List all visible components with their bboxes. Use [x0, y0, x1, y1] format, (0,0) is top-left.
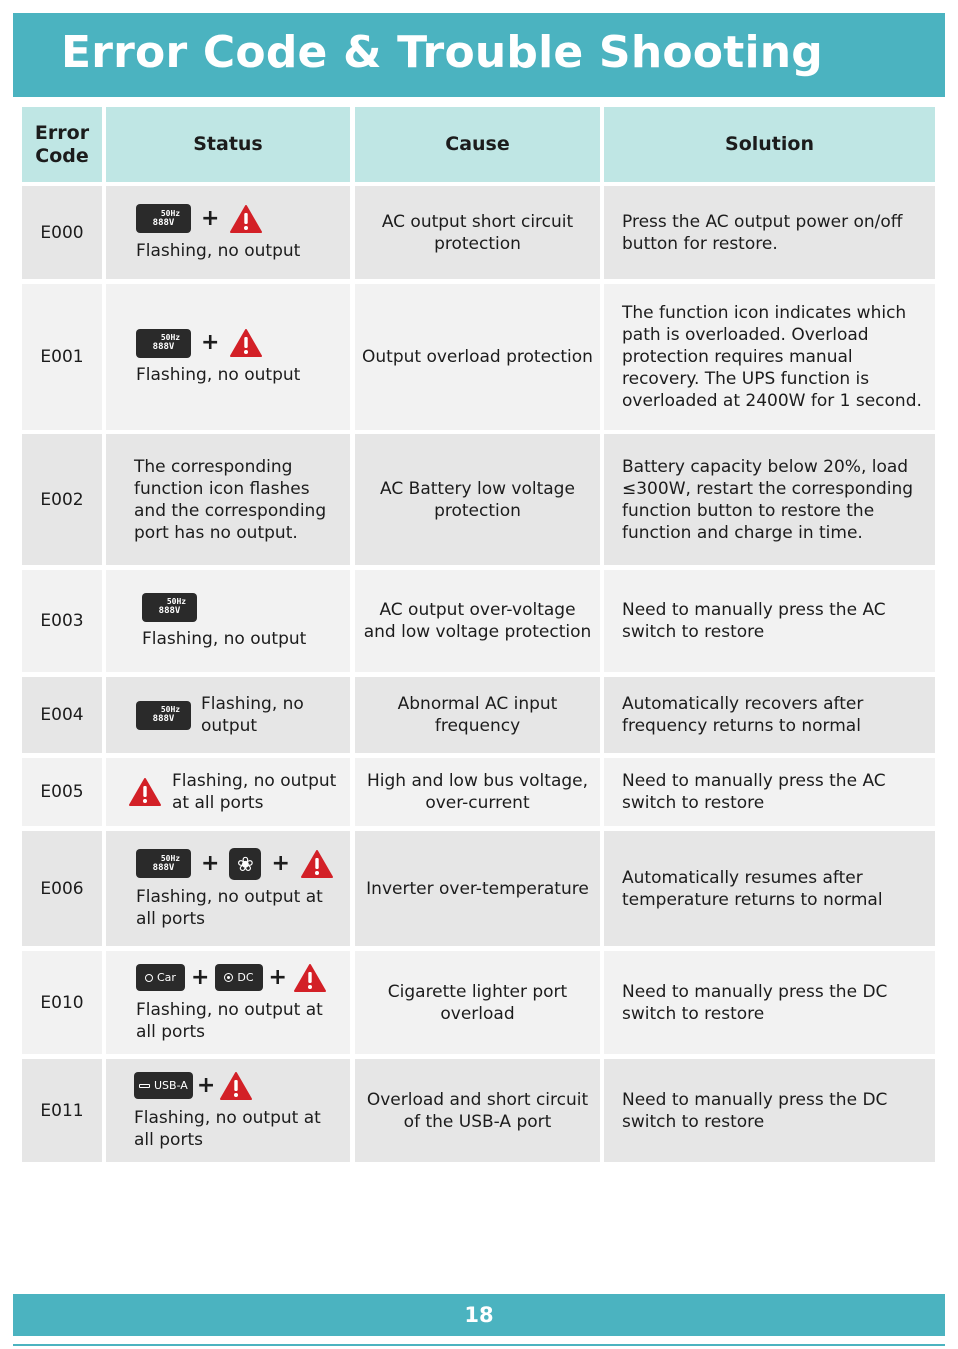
- display-hz-text: 50Hz: [166, 597, 187, 606]
- error-code: E000: [22, 186, 102, 279]
- plus-sign: +: [201, 205, 220, 231]
- status-cell: [106, 951, 350, 1054]
- display-volt-text: 888V: [152, 342, 175, 352]
- cause-cell: [355, 1059, 600, 1162]
- status-text: Flashing, no output at all ports: [134, 1107, 321, 1150]
- status-content: [136, 328, 336, 386]
- status-text: The corresponding function icon flashes and the corresponding port has no output.: [134, 456, 327, 543]
- cause-cell: [355, 951, 600, 1054]
- plus-sign: +: [268, 964, 287, 990]
- solution-cell: [604, 570, 935, 672]
- warning-icon: [300, 849, 334, 879]
- display-volt-text: 888V: [152, 862, 175, 873]
- warning-icon: [229, 328, 263, 358]
- solution-text: Need to manually press the DC switch to restore: [622, 981, 888, 1024]
- status-text: Flashing, no output: [136, 240, 301, 261]
- display-icon: [136, 204, 191, 233]
- status-cell: [106, 758, 350, 826]
- cause-cell: [355, 434, 600, 565]
- error-code: E010: [22, 951, 102, 1054]
- status-text: Flashing, no output: [142, 628, 307, 649]
- cause-text: AC output over-voltage and low voltage protection: [363, 600, 592, 642]
- status-content: [142, 593, 342, 650]
- status-cell: [106, 1059, 350, 1162]
- display-volt-text: 888V: [152, 714, 175, 724]
- display-hz-text: 50Hz: [160, 705, 181, 714]
- status-icons: [136, 204, 263, 234]
- plus-sign: +: [196, 1072, 216, 1098]
- display-hz-text: 50Hz: [160, 333, 181, 342]
- display-hz-text: 50Hz: [160, 208, 181, 218]
- status-content: [136, 963, 327, 1043]
- header-code: Error Code: [22, 107, 102, 182]
- status-content: [134, 456, 344, 544]
- error-code: E006: [22, 831, 102, 946]
- error-code: E001: [22, 284, 102, 430]
- status-icons: [136, 328, 263, 358]
- solution-cell: [604, 831, 935, 946]
- cause-cell: [355, 186, 600, 279]
- status-cell: [106, 186, 350, 279]
- cause-text: Overload and short circuit of the USB-A port: [366, 1089, 589, 1132]
- warning-icon: [229, 204, 263, 234]
- display-icon: [136, 849, 191, 878]
- status-cell: [106, 831, 350, 946]
- status-cell: [106, 434, 350, 565]
- usb-plug-icon: [139, 1084, 150, 1088]
- display-icon: [136, 701, 191, 730]
- display-icon: [142, 593, 197, 622]
- status-icons: [142, 593, 197, 622]
- solution-text: Battery capacity below 20%, load ≤300W, restart the corresponding function button to restore the function and charge in time.: [622, 456, 914, 543]
- status-text: Flashing, no output at all ports: [136, 999, 323, 1042]
- status-cell: [106, 677, 350, 753]
- solution-cell: [604, 186, 935, 279]
- display-volt-text: 888V: [152, 217, 175, 228]
- status-icons: [128, 770, 342, 814]
- warning-icon: [128, 777, 162, 807]
- display-volt-text: 888V: [158, 606, 181, 616]
- display-hz-text: 50Hz: [160, 853, 181, 863]
- fan-icon: ❀: [229, 848, 261, 880]
- car-port-label: Car: [157, 970, 176, 984]
- cause-cell: [355, 677, 600, 753]
- error-code: E011: [22, 1059, 102, 1162]
- solution-text: Automatically recovers after frequency returns to normal: [622, 694, 864, 736]
- solution-cell: [604, 677, 935, 753]
- header-solution: Solution: [604, 107, 935, 182]
- cause-text: AC output short circuit protection: [381, 211, 574, 254]
- solution-cell: [604, 434, 935, 565]
- page-number: 18: [464, 1303, 494, 1327]
- plus-sign: +: [201, 850, 220, 876]
- dc-port-icon: [215, 964, 262, 991]
- cause-text: AC Battery low voltage protection: [380, 478, 575, 521]
- error-code: E003: [22, 570, 102, 672]
- error-code: E005: [22, 758, 102, 826]
- dc-dot-icon: [224, 973, 233, 982]
- warning-icon: [219, 1071, 253, 1101]
- cause-text: Abnormal AC input frequency: [397, 694, 558, 736]
- header-cause: Cause: [355, 107, 600, 182]
- status-text: Flashing, no output at all ports: [136, 886, 323, 929]
- status-content: [134, 1071, 324, 1151]
- bottom-divider: [13, 1344, 945, 1346]
- cause-cell: [355, 758, 600, 826]
- plus-sign: +: [190, 964, 210, 990]
- status-content: [136, 848, 334, 930]
- solution-text: The function icon indicates which path is overloaded. Overload protection requires manual recovery. The UPS function is overloaded at 2400W for 1 second.: [622, 303, 922, 411]
- solution-text: Press the AC output power on/off button for restore.: [622, 211, 903, 254]
- error-code: E004: [22, 677, 102, 753]
- status-content: [136, 204, 336, 262]
- solution-text: Automatically resumes after temperature returns to normal: [622, 867, 883, 910]
- cause-text: High and low bus voltage, over-current: [366, 771, 589, 813]
- error-code: E002: [22, 434, 102, 565]
- status-icons: [136, 693, 331, 737]
- solution-cell: [604, 951, 935, 1054]
- cause-text: Output overload protection: [362, 347, 593, 367]
- cause-text: Inverter over-temperature: [366, 878, 589, 899]
- car-port-icon: [136, 964, 185, 991]
- solution-cell: [604, 758, 935, 826]
- status-content: [136, 693, 331, 737]
- status-text: Flashing, no output at all ports: [172, 771, 337, 813]
- status-icons: [134, 1071, 253, 1101]
- display-icon: [136, 329, 191, 358]
- page-header: [13, 13, 945, 97]
- cause-cell: [355, 284, 600, 430]
- plus-sign: +: [201, 330, 220, 355]
- usb-a-icon: [134, 1072, 193, 1099]
- cause-text: Cigarette lighter port overload: [387, 981, 568, 1024]
- solution-cell: [604, 1059, 935, 1162]
- status-cell: [106, 570, 350, 672]
- status-icons: [136, 963, 327, 993]
- dc-port-label: DC: [237, 970, 254, 984]
- solution-cell: [604, 284, 935, 430]
- plus-sign: +: [271, 850, 290, 876]
- status-icons: [136, 848, 334, 880]
- solution-text: Need to manually press the DC switch to restore: [622, 1089, 888, 1132]
- usb-a-label: USB-A: [154, 1078, 188, 1092]
- status-content: [128, 770, 342, 814]
- page-title: Error Code & Trouble Shooting: [61, 27, 823, 78]
- cause-cell: [355, 831, 600, 946]
- cause-cell: [355, 570, 600, 672]
- warning-icon: [293, 963, 327, 993]
- status-text: Flashing, no output: [136, 365, 301, 385]
- status-text: Flashing, no output: [201, 694, 304, 736]
- header-status: Status: [106, 107, 350, 182]
- car-ring-icon: [145, 974, 153, 982]
- solution-text: Need to manually press the AC switch to restore: [622, 771, 886, 813]
- status-cell: [106, 284, 350, 430]
- page-footer: [13, 1294, 945, 1336]
- solution-text: Need to manually press the AC switch to restore: [622, 600, 886, 642]
